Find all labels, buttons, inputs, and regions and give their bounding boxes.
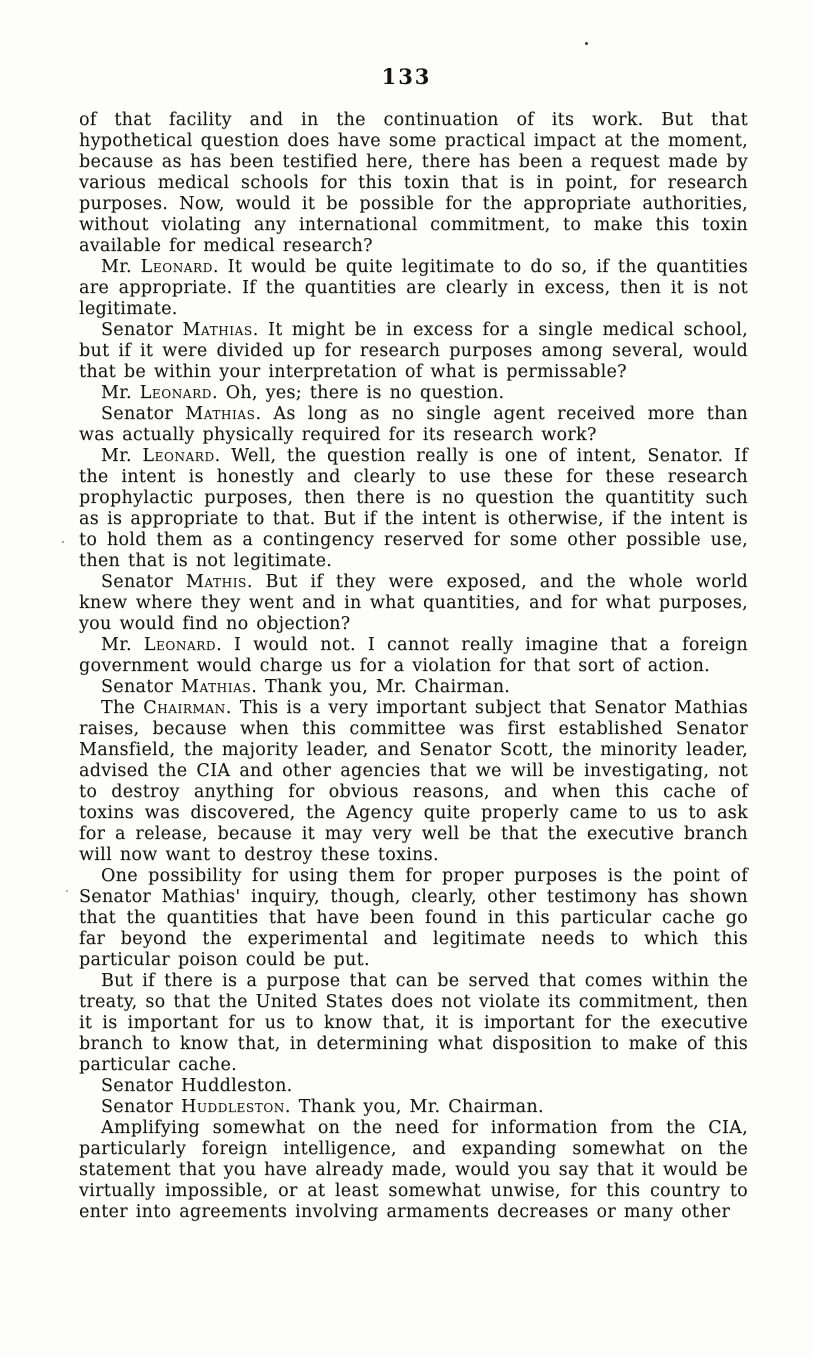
speaker-name: Mathis [185, 572, 247, 592]
text-run: Mr. [101, 635, 144, 655]
speaker-name: Leonard [143, 635, 217, 655]
text-run: . It would be quite legitimate to do so, if the quantities are appropriate. If the quantities are clearly in excess, then it is not legitimate. [79, 257, 748, 319]
text-run: . Well, the question really is one of intent, Senator. If the intent is honestly and clearly to use these for these research prophylactic purposes, then there is no question the quantitity such as is appropriate to that. But if the intent is otherwise, if the intent is to hold them as a contingency reserved for some other possible use, then that is not legitimate. [79, 446, 748, 571]
paragraph [79, 572, 748, 635]
scan-speck [585, 42, 588, 45]
text-run: Mr. [101, 383, 140, 403]
paragraph [79, 677, 748, 698]
paragraph [79, 1097, 748, 1118]
text-run: . It might be in excess for a single medical school, but if it were divided up for research purposes among several, would that be within your interpretation of what is permissable? [79, 320, 748, 382]
text-run: Senator [101, 572, 186, 592]
paragraph [79, 1118, 748, 1223]
paragraph [79, 1076, 748, 1097]
text-run: . Thank you, Mr. Chairman. [284, 1097, 544, 1117]
speaker-name: Chairman [143, 698, 226, 718]
text-run: Senator [101, 404, 186, 424]
text-run: Senator [101, 677, 181, 697]
scan-speck [66, 890, 68, 892]
paragraph [79, 320, 748, 383]
text-run: of that facility and in the continuation of its work. But that hypothetical question does have some practical impact at the moment, because as has been testified here, there has been a request made by various medical schools for this toxin that is in point, for research purposes. Now, would it be possible for the appropriate authorities, without violating any international commitment, to make this toxin available for medical research? [79, 110, 748, 256]
page-number: 133 [381, 64, 432, 89]
speaker-name: Mathias [182, 320, 253, 340]
text-run: . This is a very important subject that Senator Mathias raises, because when this committee was first established Senator Mansfield, the majority leader, and Senator Scott, the minority leader, advised the CIA and other agencies that we will be investigating, not to destroy anything for obvious reasons, and when this cache of toxins was discovered, the Agency quite properly came to us to ask for a release, because it may very well be that the executive branch will now want to destroy these toxins. [79, 698, 748, 865]
speaker-name: Mathias [180, 677, 252, 697]
text-run: . As long as no single agent received more than was actually physically required for its research work? [79, 404, 748, 445]
paragraph [79, 383, 748, 404]
paragraph [79, 971, 748, 1076]
speaker-name: Huddleston [180, 1097, 285, 1117]
text-run: . Oh, yes; there is no question. [211, 383, 505, 403]
text-run: Senator [101, 1097, 181, 1117]
text-run: Mr. [101, 257, 141, 277]
paragraph [79, 635, 748, 677]
paragraph [79, 257, 748, 320]
speaker-name: Leonard [140, 257, 213, 277]
transcript-text-block [79, 110, 748, 1223]
text-run: . Thank you, Mr. Chairman. [251, 677, 511, 697]
paragraph [79, 698, 748, 866]
speaker-name: Mathias [185, 404, 256, 424]
paragraph [79, 404, 748, 446]
text-run: Senator [101, 320, 183, 340]
text-run: One possibility for using them for proper purposes is the point of Senator Mathias' inquiry, though, clearly, other testimony has shown that the quantities that have been found in this particular cache go far beyond the experimental and legitimate needs to which this particular poison could be put. [79, 866, 748, 970]
text-run: . I would not. I cannot really imagine that a foreign government would charge us for a violation for that sort of action. [79, 635, 748, 676]
text-run: . But if they were exposed, and the whole world knew where they went and in what quantities, and for what purposes, you would find no objection? [79, 572, 749, 634]
paragraph [79, 110, 748, 257]
text-run: The [101, 698, 144, 718]
speaker-name: Leonard [142, 446, 215, 466]
text-run: But if there is a purpose that can be served that comes within the treaty, so that the United States does not violate its commitment, then it is important for us to know that, it is important for the executive branch to know that, in determining what disposition to make of this particular cache. [79, 971, 748, 1075]
text-run: Senator Huddleston. [101, 1076, 293, 1096]
text-run: Mr. [101, 446, 143, 466]
speaker-name: Leonard [139, 383, 212, 403]
text-run: Amplifying somewhat on the need for information from the CIA, particularly foreign intelligence, and expanding somewhat on the statement that you have already made, would you say that it would be virtually impossible, or at least somewhat unwise, for this country to enter into agreements involving armaments decreases or many other [79, 1118, 748, 1222]
paragraph [79, 866, 748, 971]
paragraph [79, 446, 748, 572]
scan-speck [62, 541, 64, 543]
